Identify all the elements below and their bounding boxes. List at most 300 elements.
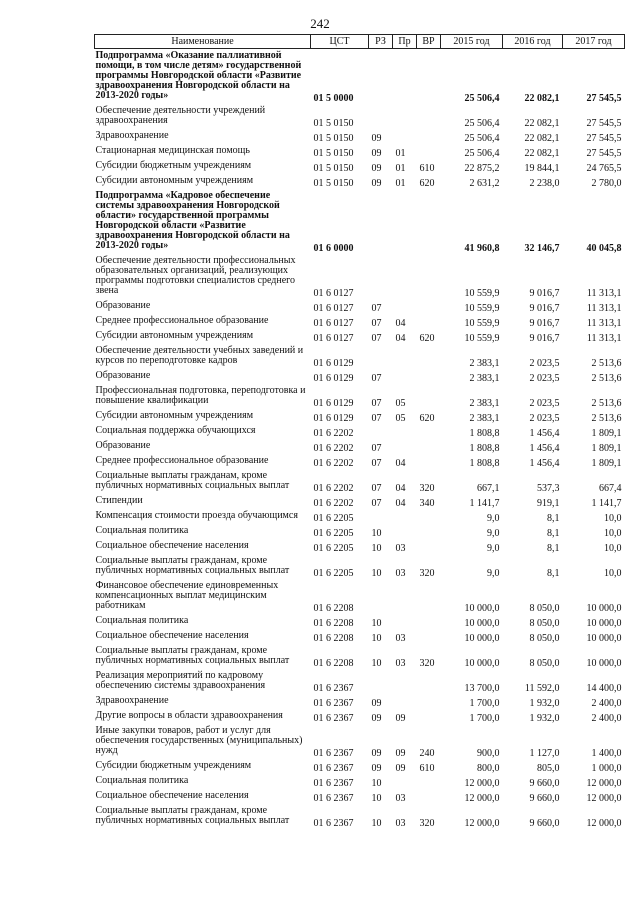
row-pr-cell bbox=[393, 104, 417, 129]
row-2015-cell: 2 631,2 bbox=[469, 178, 500, 189]
row-vr-cell bbox=[417, 524, 441, 539]
row-2015-cell: 13 700,0 bbox=[464, 683, 500, 694]
row-name-cell: Среднее профессиональное образование bbox=[95, 315, 269, 326]
row-2015-cell: 1 700,0 bbox=[469, 713, 500, 724]
row-2015-cell: 10 000,0 bbox=[464, 618, 500, 629]
row-2016-cell: 2 023,5 bbox=[529, 413, 560, 424]
row-name-cell: Социальная поддержка обучающихся bbox=[95, 425, 256, 436]
row-cst-cell: 01 5 0150 bbox=[313, 178, 354, 189]
row-vr-cell bbox=[417, 694, 441, 709]
row-pr-cell: 04 bbox=[395, 498, 406, 509]
row-2017-cell: 10 000,0 bbox=[586, 633, 622, 644]
row-pr-cell: 04 bbox=[395, 458, 406, 469]
row-2016-cell: 8 050,0 bbox=[529, 658, 560, 669]
row-vr-cell bbox=[417, 129, 441, 144]
table-row bbox=[95, 439, 625, 454]
row-2015-cell: 2 383,1 bbox=[469, 398, 500, 409]
row-cst-cell: 01 6 0127 bbox=[313, 333, 354, 344]
row-rz-cell: 09 bbox=[371, 148, 382, 159]
header-name: Наименование bbox=[95, 35, 311, 49]
row-cst-cell: 01 6 2367 bbox=[313, 748, 354, 759]
row-cst-cell: 01 6 2208 bbox=[313, 603, 354, 614]
row-cst-cell: 01 6 2208 bbox=[313, 658, 354, 669]
row-name-cell: Субсидии автономным учреждениям bbox=[95, 330, 254, 341]
row-vr-cell: 620 bbox=[419, 333, 435, 344]
row-vr-cell bbox=[417, 439, 441, 454]
row-rz-cell bbox=[369, 104, 393, 129]
row-cst-cell: 01 6 2208 bbox=[313, 618, 354, 629]
row-2015-cell: 25 506,4 bbox=[464, 93, 500, 104]
row-rz-cell: 09 bbox=[371, 698, 382, 709]
table-row bbox=[95, 804, 625, 829]
row-2016-cell: 19 844,1 bbox=[524, 163, 560, 174]
row-pr-cell: 01 bbox=[395, 148, 406, 159]
row-2016-cell: 1 456,4 bbox=[529, 443, 560, 454]
row-name-cell: Субсидии автономным учреждениям bbox=[95, 410, 254, 421]
row-name-cell: Социальные выплаты гражданам, кроме публичных нормативных социальных выплат bbox=[95, 805, 290, 826]
row-vr-cell bbox=[417, 669, 441, 694]
row-rz-cell: 07 bbox=[371, 318, 382, 329]
table-row bbox=[95, 409, 625, 424]
row-2015-cell: 900,0 bbox=[477, 748, 500, 759]
row-2015-cell: 1 141,7 bbox=[469, 498, 500, 509]
row-vr-cell: 610 bbox=[419, 163, 435, 174]
row-cst-cell: 01 6 2367 bbox=[313, 698, 354, 709]
row-pr-cell bbox=[393, 694, 417, 709]
row-pr-cell: 09 bbox=[395, 713, 406, 724]
row-name-cell: Здравоохранение bbox=[95, 695, 169, 706]
row-pr-cell: 09 bbox=[395, 763, 406, 774]
header-vr: ВР bbox=[417, 35, 441, 49]
row-pr-cell: 05 bbox=[395, 398, 406, 409]
row-2016-cell: 22 082,1 bbox=[524, 148, 560, 159]
row-2016-cell: 919,1 bbox=[537, 498, 560, 509]
row-rz-cell: 07 bbox=[371, 398, 382, 409]
row-name-cell: Социальное обеспечение населения bbox=[95, 790, 249, 801]
row-cst-cell: 01 6 0129 bbox=[313, 413, 354, 424]
table-row bbox=[95, 144, 625, 159]
row-name-cell: Субсидии автономным учреждениям bbox=[95, 175, 254, 186]
row-rz-cell bbox=[369, 189, 393, 254]
row-2016-cell: 537,3 bbox=[537, 483, 560, 494]
row-2015-cell: 9,0 bbox=[487, 543, 500, 554]
row-2017-cell: 10 000,0 bbox=[586, 618, 622, 629]
row-2015-cell: 10 000,0 bbox=[464, 633, 500, 644]
row-vr-cell bbox=[417, 539, 441, 554]
row-vr-cell bbox=[417, 344, 441, 369]
row-2017-cell: 27 545,5 bbox=[586, 93, 622, 104]
row-2015-cell: 25 506,4 bbox=[464, 118, 500, 129]
row-cst-cell: 01 6 2367 bbox=[313, 683, 354, 694]
row-cst-cell: 01 6 2202 bbox=[313, 483, 354, 494]
row-rz-cell: 10 bbox=[371, 818, 382, 829]
row-vr-cell bbox=[417, 314, 441, 329]
row-name-cell: Обеспечение деятельности профессиональных образовательных организаций, реализующих программы подготовки специалистов среднего звена bbox=[95, 255, 296, 296]
row-2015-cell: 12 000,0 bbox=[464, 778, 500, 789]
row-2017-cell: 27 545,5 bbox=[586, 133, 622, 144]
row-rz-cell bbox=[369, 344, 393, 369]
row-2016-cell: 2 023,5 bbox=[529, 398, 560, 409]
table-row bbox=[95, 174, 625, 189]
row-pr-cell: 01 bbox=[395, 163, 406, 174]
row-2016-cell: 2 023,5 bbox=[529, 373, 560, 384]
row-pr-cell: 03 bbox=[395, 793, 406, 804]
row-2017-cell: 12 000,0 bbox=[586, 818, 622, 829]
row-2016-cell: 9 660,0 bbox=[529, 793, 560, 804]
table-row bbox=[95, 494, 625, 509]
row-rz-cell: 10 bbox=[371, 528, 382, 539]
table-row bbox=[95, 759, 625, 774]
row-rz-cell: 09 bbox=[371, 763, 382, 774]
table-row bbox=[95, 454, 625, 469]
row-2017-cell: 11 313,1 bbox=[586, 318, 622, 329]
row-pr-cell bbox=[393, 579, 417, 614]
row-name-cell: Образование bbox=[95, 440, 151, 451]
row-2017-cell: 1 809,1 bbox=[591, 458, 622, 469]
header-2015: 2015 год bbox=[441, 35, 503, 49]
row-vr-cell bbox=[417, 189, 441, 254]
row-name-cell: Социальная политика bbox=[95, 775, 189, 786]
row-2016-cell: 8 050,0 bbox=[529, 618, 560, 629]
row-2015-cell: 9,0 bbox=[487, 568, 500, 579]
row-name-cell: Социальные выплаты гражданам, кроме публичных нормативных социальных выплат bbox=[95, 555, 290, 576]
row-rz-cell: 07 bbox=[371, 483, 382, 494]
row-cst-cell: 01 6 0129 bbox=[313, 398, 354, 409]
row-pr-cell bbox=[393, 189, 417, 254]
row-2017-cell: 2 400,0 bbox=[591, 698, 622, 709]
row-vr-cell: 320 bbox=[419, 568, 435, 579]
table-header-row bbox=[95, 35, 625, 49]
row-pr-cell bbox=[393, 524, 417, 539]
row-2017-cell: 11 313,1 bbox=[586, 333, 622, 344]
row-pr-cell: 03 bbox=[395, 568, 406, 579]
row-rz-cell: 10 bbox=[371, 658, 382, 669]
row-2016-cell: 1 456,4 bbox=[529, 428, 560, 439]
row-2017-cell: 10 000,0 bbox=[586, 658, 622, 669]
table-row bbox=[95, 554, 625, 579]
row-pr-cell bbox=[393, 369, 417, 384]
row-name-cell: Финансовое обеспечение единовременных компенсационных выплат медицинским работникам bbox=[95, 580, 279, 611]
row-2015-cell: 9,0 bbox=[487, 528, 500, 539]
row-rz-cell: 07 bbox=[371, 373, 382, 384]
row-2016-cell: 8,1 bbox=[547, 513, 560, 524]
row-2016-cell: 2 238,0 bbox=[529, 178, 560, 189]
row-vr-cell: 320 bbox=[419, 818, 435, 829]
row-vr-cell: 320 bbox=[419, 483, 435, 494]
row-2015-cell: 10 559,9 bbox=[464, 288, 500, 299]
row-name-cell: Социальные выплаты гражданам, кроме публичных нормативных социальных выплат bbox=[95, 645, 290, 666]
row-vr-cell bbox=[417, 424, 441, 439]
row-rz-cell: 09 bbox=[371, 748, 382, 759]
table-row bbox=[95, 614, 625, 629]
row-name-cell: Реализация мероприятий по кадровому обеспечению системы здравоохранения bbox=[95, 670, 266, 691]
row-2017-cell: 2 513,6 bbox=[591, 373, 622, 384]
row-pr-cell bbox=[393, 129, 417, 144]
row-2015-cell: 10 000,0 bbox=[464, 603, 500, 614]
table-row bbox=[95, 159, 625, 174]
row-name-cell: Стационарная медицинская помощь bbox=[95, 145, 250, 156]
row-vr-cell: 620 bbox=[419, 413, 435, 424]
table-row bbox=[95, 669, 625, 694]
row-vr-cell bbox=[417, 579, 441, 614]
row-2016-cell: 1 932,0 bbox=[529, 713, 560, 724]
row-2016-cell: 9 016,7 bbox=[529, 288, 560, 299]
row-2016-cell: 1 127,0 bbox=[529, 748, 560, 759]
row-2017-cell: 1 141,7 bbox=[591, 498, 622, 509]
row-cst-cell: 01 5 0150 bbox=[313, 163, 354, 174]
row-vr-cell: 320 bbox=[419, 658, 435, 669]
row-2016-cell: 9 016,7 bbox=[529, 333, 560, 344]
row-name-cell: Среднее профессиональное образование bbox=[95, 455, 269, 466]
row-2015-cell: 12 000,0 bbox=[464, 818, 500, 829]
row-2016-cell: 805,0 bbox=[537, 763, 560, 774]
row-2017-cell: 1 400,0 bbox=[591, 748, 622, 759]
row-pr-cell bbox=[393, 49, 417, 105]
table-row bbox=[95, 509, 625, 524]
row-rz-cell bbox=[369, 669, 393, 694]
row-cst-cell: 01 6 0127 bbox=[313, 303, 354, 314]
row-2017-cell: 2 780,0 bbox=[591, 178, 622, 189]
row-rz-cell bbox=[369, 49, 393, 105]
header-2016: 2016 год bbox=[503, 35, 563, 49]
row-rz-cell: 09 bbox=[371, 133, 382, 144]
row-rz-cell: 10 bbox=[371, 778, 382, 789]
row-cst-cell: 01 6 0000 bbox=[313, 243, 354, 254]
row-cst-cell: 01 6 2367 bbox=[313, 763, 354, 774]
row-rz-cell: 07 bbox=[371, 498, 382, 509]
row-cst-cell: 01 5 0150 bbox=[313, 118, 354, 129]
row-vr-cell bbox=[417, 454, 441, 469]
row-2015-cell: 10 559,9 bbox=[464, 303, 500, 314]
row-vr-cell: 340 bbox=[419, 498, 435, 509]
row-cst-cell: 01 6 2367 bbox=[313, 778, 354, 789]
row-2017-cell: 10,0 bbox=[604, 568, 622, 579]
row-pr-cell bbox=[393, 509, 417, 524]
row-vr-cell: 620 bbox=[419, 178, 435, 189]
row-2016-cell: 8,1 bbox=[547, 568, 560, 579]
row-2015-cell: 12 000,0 bbox=[464, 793, 500, 804]
table-row bbox=[95, 694, 625, 709]
row-rz-cell: 10 bbox=[371, 568, 382, 579]
table-body bbox=[95, 49, 625, 830]
row-name-cell: Социальная политика bbox=[95, 615, 189, 626]
row-name-cell: Обеспечение деятельности учебных заведений и курсов по переподготовке кадров bbox=[95, 345, 304, 366]
row-name-cell: Социальное обеспечение населения bbox=[95, 540, 249, 551]
row-rz-cell: 09 bbox=[371, 178, 382, 189]
row-rz-cell: 10 bbox=[371, 618, 382, 629]
row-cst-cell: 01 6 2205 bbox=[313, 513, 354, 524]
row-cst-cell: 01 6 2367 bbox=[313, 713, 354, 724]
row-pr-cell: 03 bbox=[395, 818, 406, 829]
page-number: 242 bbox=[310, 16, 330, 31]
row-cst-cell: 01 6 2208 bbox=[313, 633, 354, 644]
row-pr-cell: 03 bbox=[395, 543, 406, 554]
table-row bbox=[95, 789, 625, 804]
row-pr-cell bbox=[393, 299, 417, 314]
row-2016-cell: 9 660,0 bbox=[529, 818, 560, 829]
row-pr-cell bbox=[393, 614, 417, 629]
row-2017-cell: 1 000,0 bbox=[591, 763, 622, 774]
row-name-cell: Образование bbox=[95, 370, 151, 381]
header-pr: Пр bbox=[393, 35, 417, 49]
row-2015-cell: 2 383,1 bbox=[469, 413, 500, 424]
row-2016-cell: 8 050,0 bbox=[529, 633, 560, 644]
row-name-cell: Субсидии бюджетным учреждениям bbox=[95, 160, 252, 171]
row-rz-cell: 10 bbox=[371, 793, 382, 804]
row-cst-cell: 01 6 2205 bbox=[313, 543, 354, 554]
row-name-cell: Образование bbox=[95, 300, 151, 311]
row-cst-cell: 01 6 0127 bbox=[313, 288, 354, 299]
row-name-cell: Компенсация стоимости проезда обучающимся bbox=[95, 510, 298, 521]
row-rz-cell bbox=[369, 424, 393, 439]
row-2017-cell: 10,0 bbox=[604, 528, 622, 539]
row-rz-cell: 07 bbox=[371, 303, 382, 314]
row-2015-cell: 10 559,9 bbox=[464, 333, 500, 344]
row-cst-cell: 01 5 0150 bbox=[313, 148, 354, 159]
table-row bbox=[95, 724, 625, 759]
row-2015-cell: 9,0 bbox=[487, 513, 500, 524]
row-2017-cell: 2 513,6 bbox=[591, 358, 622, 369]
row-2016-cell: 2 023,5 bbox=[529, 358, 560, 369]
row-2017-cell: 40 045,8 bbox=[586, 243, 622, 254]
row-cst-cell: 01 6 2205 bbox=[313, 568, 354, 579]
row-2015-cell: 1 700,0 bbox=[469, 698, 500, 709]
row-rz-cell: 07 bbox=[371, 443, 382, 454]
row-2015-cell: 1 808,8 bbox=[469, 458, 500, 469]
row-rz-cell: 07 bbox=[371, 333, 382, 344]
row-2015-cell: 25 506,4 bbox=[464, 133, 500, 144]
row-pr-cell: 05 bbox=[395, 413, 406, 424]
row-pr-cell: 09 bbox=[395, 748, 406, 759]
row-rz-cell: 10 bbox=[371, 543, 382, 554]
row-rz-cell: 09 bbox=[371, 713, 382, 724]
row-pr-cell: 03 bbox=[395, 658, 406, 669]
row-2017-cell: 27 545,5 bbox=[586, 148, 622, 159]
row-name-cell: Стипендии bbox=[95, 495, 143, 506]
table-row bbox=[95, 384, 625, 409]
row-rz-cell: 10 bbox=[371, 633, 382, 644]
row-2017-cell: 24 765,5 bbox=[586, 163, 622, 174]
table-row bbox=[95, 314, 625, 329]
row-rz-cell bbox=[369, 579, 393, 614]
table-row bbox=[95, 629, 625, 644]
row-pr-cell bbox=[393, 254, 417, 299]
row-2017-cell: 1 809,1 bbox=[591, 443, 622, 454]
row-vr-cell bbox=[417, 509, 441, 524]
table-row bbox=[95, 329, 625, 344]
row-2016-cell: 22 082,1 bbox=[524, 93, 560, 104]
row-pr-cell: 04 bbox=[395, 318, 406, 329]
table-row bbox=[95, 49, 625, 105]
row-name-cell: Социальное обеспечение населения bbox=[95, 630, 249, 641]
row-2017-cell: 10,0 bbox=[604, 513, 622, 524]
table-row bbox=[95, 644, 625, 669]
row-vr-cell bbox=[417, 774, 441, 789]
table-row bbox=[95, 709, 625, 724]
row-2015-cell: 22 875,2 bbox=[464, 163, 500, 174]
row-2017-cell: 14 400,0 bbox=[586, 683, 622, 694]
row-vr-cell bbox=[417, 104, 441, 129]
row-2015-cell: 41 960,8 bbox=[464, 243, 500, 254]
row-2015-cell: 10 559,9 bbox=[464, 318, 500, 329]
budget-table bbox=[94, 34, 625, 829]
row-cst-cell: 01 6 0129 bbox=[313, 373, 354, 384]
row-pr-cell bbox=[393, 774, 417, 789]
table-row bbox=[95, 104, 625, 129]
row-2015-cell: 1 808,8 bbox=[469, 428, 500, 439]
row-2016-cell: 22 082,1 bbox=[524, 118, 560, 129]
row-2017-cell: 2 513,6 bbox=[591, 398, 622, 409]
row-2017-cell: 1 809,1 bbox=[591, 428, 622, 439]
row-2016-cell: 32 146,7 bbox=[524, 243, 560, 254]
row-2017-cell: 11 313,1 bbox=[586, 303, 622, 314]
row-vr-cell bbox=[417, 299, 441, 314]
row-2016-cell: 11 592,0 bbox=[524, 683, 560, 694]
row-name-cell: Социальные выплаты гражданам, кроме публичных нормативных социальных выплат bbox=[95, 470, 290, 491]
row-cst-cell: 01 6 2367 bbox=[313, 818, 354, 829]
row-pr-cell: 03 bbox=[395, 633, 406, 644]
row-rz-cell: 09 bbox=[371, 163, 382, 174]
header-rz: РЗ bbox=[369, 35, 393, 49]
row-cst-cell: 01 6 0129 bbox=[313, 358, 354, 369]
table-row bbox=[95, 469, 625, 494]
row-2017-cell: 11 313,1 bbox=[586, 288, 622, 299]
table-row bbox=[95, 369, 625, 384]
row-2017-cell: 27 545,5 bbox=[586, 118, 622, 129]
row-2017-cell: 10,0 bbox=[604, 543, 622, 554]
row-2017-cell: 12 000,0 bbox=[586, 778, 622, 789]
row-cst-cell: 01 6 2202 bbox=[313, 458, 354, 469]
row-pr-cell bbox=[393, 669, 417, 694]
row-vr-cell bbox=[417, 789, 441, 804]
row-name-cell: Подпрограмма «Оказание паллиативной помощи, в том числе детям» государственной программы Новгородской области «Развитие здравоохранения Новгородской области на 2013-2020 годы» bbox=[95, 50, 302, 101]
row-2016-cell: 9 660,0 bbox=[529, 778, 560, 789]
row-2017-cell: 2 400,0 bbox=[591, 713, 622, 724]
table-row bbox=[95, 189, 625, 254]
row-rz-cell bbox=[369, 254, 393, 299]
table-row bbox=[95, 344, 625, 369]
row-2017-cell: 2 513,6 bbox=[591, 413, 622, 424]
table-row bbox=[95, 539, 625, 554]
row-2016-cell: 1 932,0 bbox=[529, 698, 560, 709]
row-pr-cell: 01 bbox=[395, 178, 406, 189]
row-2015-cell: 10 000,0 bbox=[464, 658, 500, 669]
row-2016-cell: 22 082,1 bbox=[524, 133, 560, 144]
row-2016-cell: 9 016,7 bbox=[529, 318, 560, 329]
row-rz-cell: 07 bbox=[371, 458, 382, 469]
header-2017: 2017 год bbox=[563, 35, 625, 49]
row-pr-cell bbox=[393, 424, 417, 439]
table-row bbox=[95, 299, 625, 314]
row-2016-cell: 9 016,7 bbox=[529, 303, 560, 314]
row-vr-cell bbox=[417, 384, 441, 409]
row-cst-cell: 01 6 2202 bbox=[313, 498, 354, 509]
row-pr-cell bbox=[393, 439, 417, 454]
row-2015-cell: 800,0 bbox=[477, 763, 500, 774]
row-cst-cell: 01 6 0127 bbox=[313, 318, 354, 329]
row-vr-cell bbox=[417, 629, 441, 644]
row-2016-cell: 8,1 bbox=[547, 528, 560, 539]
row-pr-cell: 04 bbox=[395, 333, 406, 344]
row-vr-cell bbox=[417, 614, 441, 629]
table-row bbox=[95, 774, 625, 789]
row-rz-cell: 07 bbox=[371, 413, 382, 424]
row-2017-cell: 12 000,0 bbox=[586, 793, 622, 804]
row-2016-cell: 8 050,0 bbox=[529, 603, 560, 614]
row-vr-cell bbox=[417, 254, 441, 299]
row-vr-cell bbox=[417, 709, 441, 724]
row-cst-cell: 01 6 2205 bbox=[313, 528, 354, 539]
